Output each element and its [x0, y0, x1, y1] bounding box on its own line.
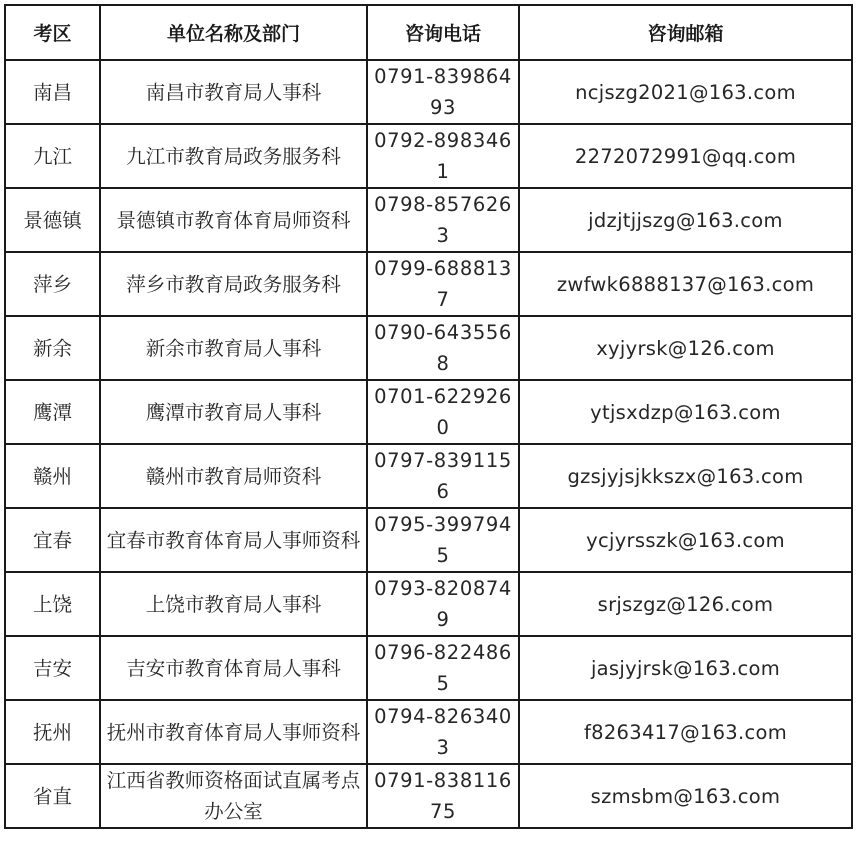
email-cell: jdzjtjjszg@163.com [519, 188, 852, 252]
region-cell: 赣州 [5, 444, 100, 508]
table-row [5, 444, 852, 508]
region-cell: 新余 [5, 316, 100, 380]
header-row [5, 5, 852, 60]
phone-cell: 0701-6229260 [367, 380, 519, 444]
phone-cell: 0791-83986493 [367, 60, 519, 124]
email-cell: f8263417@163.com [519, 700, 852, 764]
region-cell: 南昌 [5, 60, 100, 124]
dept-cell: 吉安市教育体育局人事科 [100, 636, 367, 700]
email-cell: ncjszg2021@163.com [519, 60, 852, 124]
dept-cell: 上饶市教育局人事科 [100, 572, 367, 636]
dept-cell: 萍乡市教育局政务服务科 [100, 252, 367, 316]
email-cell: srjszgz@126.com [519, 572, 852, 636]
dept-cell: 抚州市教育体育局人事师资科 [100, 700, 367, 764]
email-cell: ytjsxdzp@163.com [519, 380, 852, 444]
email-cell: gzsjyjsjkkszx@163.com [519, 444, 852, 508]
dept-cell: 赣州市教育局师资科 [100, 444, 367, 508]
table-row [5, 508, 852, 572]
email-cell: szmsbm@163.com [519, 764, 852, 828]
email-cell: jasjyjrsk@163.com [519, 636, 852, 700]
region-cell: 九江 [5, 124, 100, 188]
table-row [5, 316, 852, 380]
table-row [5, 380, 852, 444]
table-row [5, 188, 852, 252]
dept-cell: 江西省教师资格面试直属考点办公室 [100, 764, 367, 828]
region-cell: 鹰潭 [5, 380, 100, 444]
contact-table [4, 4, 853, 829]
header-email: 咨询邮箱 [519, 5, 852, 60]
dept-cell: 新余市教育局人事科 [100, 316, 367, 380]
region-cell: 抚州 [5, 700, 100, 764]
email-cell: ycjyrsszk@163.com [519, 508, 852, 572]
phone-cell: 0797-8391156 [367, 444, 519, 508]
region-cell: 萍乡 [5, 252, 100, 316]
header-region: 考区 [5, 5, 100, 60]
region-cell: 宜春 [5, 508, 100, 572]
phone-cell: 0793-8208749 [367, 572, 519, 636]
region-cell: 省直 [5, 764, 100, 828]
header-phone: 咨询电话 [367, 5, 519, 60]
region-cell: 吉安 [5, 636, 100, 700]
dept-cell: 鹰潭市教育局人事科 [100, 380, 367, 444]
table-row [5, 124, 852, 188]
phone-cell: 0790-6435568 [367, 316, 519, 380]
table-row [5, 636, 852, 700]
email-cell: 2272072991@qq.com [519, 124, 852, 188]
phone-cell: 0799-6888137 [367, 252, 519, 316]
phone-cell: 0798-8576263 [367, 188, 519, 252]
table-row [5, 60, 852, 124]
table-row [5, 252, 852, 316]
phone-cell: 0794-8263403 [367, 700, 519, 764]
phone-cell: 0791-83811675 [367, 764, 519, 828]
header-dept: 单位名称及部门 [100, 5, 367, 60]
dept-cell: 九江市教育局政务服务科 [100, 124, 367, 188]
email-cell: xyjyrsk@126.com [519, 316, 852, 380]
email-cell: zwfwk6888137@163.com [519, 252, 852, 316]
table-row [5, 700, 852, 764]
region-cell: 景德镇 [5, 188, 100, 252]
region-cell: 上饶 [5, 572, 100, 636]
phone-cell: 0792-8983461 [367, 124, 519, 188]
dept-cell: 景德镇市教育体育局师资科 [100, 188, 367, 252]
table-row [5, 764, 852, 828]
dept-cell: 南昌市教育局人事科 [100, 60, 367, 124]
table-row [5, 572, 852, 636]
dept-cell: 宜春市教育体育局人事师资科 [100, 508, 367, 572]
phone-cell: 0795-3997945 [367, 508, 519, 572]
phone-cell: 0796-8224865 [367, 636, 519, 700]
